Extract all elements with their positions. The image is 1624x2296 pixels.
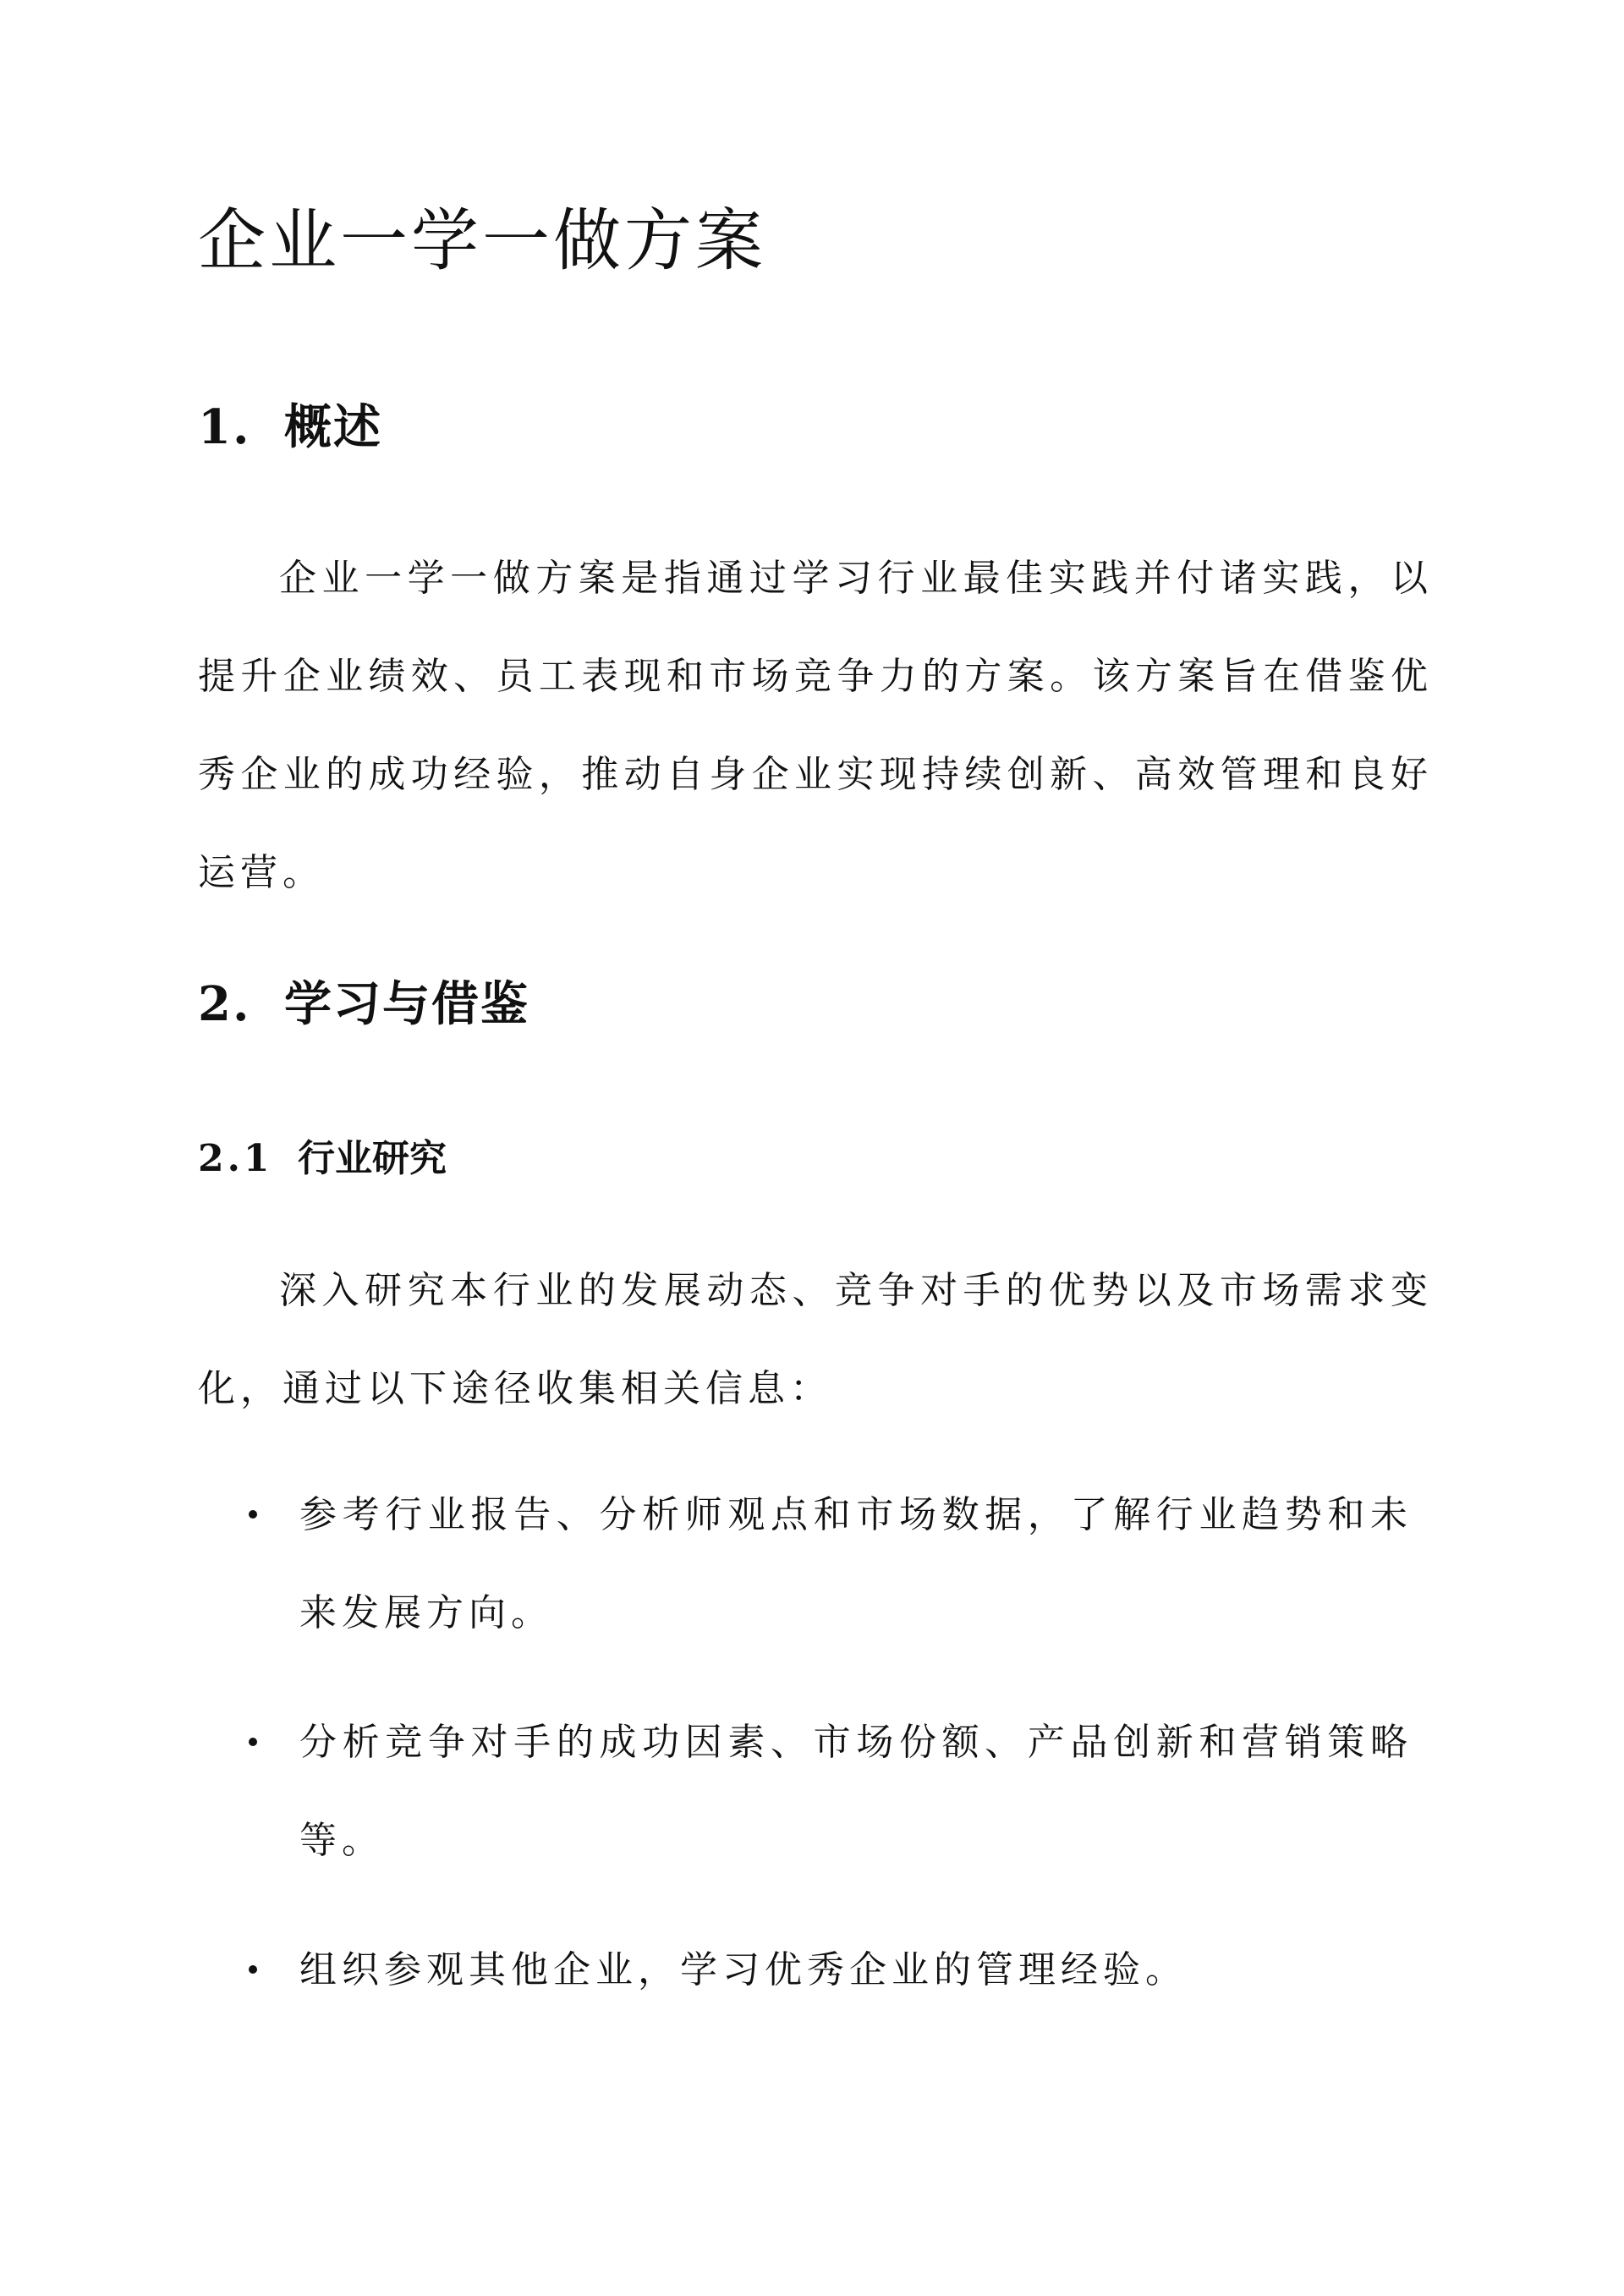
subsection-2-1-title: 行业研究 <box>298 1137 447 1180</box>
bullet-dot-icon <box>249 1738 257 1746</box>
subsection-2-1-heading <box>198 1134 447 1184</box>
list-item-text: 参考行业报告、分析师观点和市场数据，了解行业趋势和未来发展方向。 <box>299 1493 1413 1634</box>
section-1-heading <box>198 398 382 457</box>
subsection-2-1-paragraph: 深入研究本行业的发展动态、竞争对手的优势以及市场需求变化，通过以下途径收集相关信息： <box>198 1269 1433 1410</box>
document-title: 企业一学一做方案 <box>198 201 766 280</box>
section-2-title: 学习与借鉴 <box>284 976 529 1032</box>
list-item-text: 分析竞争对手的成功因素、市场份额、产品创新和营销策略等。 <box>299 1721 1413 1862</box>
section-1-title: 概述 <box>284 399 382 455</box>
section-2-number: 2. <box>198 976 251 1032</box>
section-1-number: 1. <box>198 399 251 455</box>
list-item-text: 组织参观其他企业，学习优秀企业的管理经验。 <box>299 1948 1188 1991</box>
section-1-paragraph: 企业一学一做方案是指通过学习行业最佳实践并付诸实践，以提升企业绩效、员工表现和市场竞争力的方案。该方案旨在借鉴优秀企业的成功经验，推动自身企业实现持续创新、高效管理和良好运营。 <box>198 557 1433 894</box>
list-item <box>245 1694 1413 1890</box>
bullet-dot-icon <box>249 1965 257 1974</box>
section-2-heading <box>198 975 529 1034</box>
bullet-list <box>245 1466 1413 2051</box>
list-item <box>245 1466 1413 1662</box>
list-item <box>245 1921 1413 2019</box>
subsection-2-1-number: 2.1 <box>198 1137 273 1180</box>
bullet-dot-icon <box>249 1510 257 1519</box>
